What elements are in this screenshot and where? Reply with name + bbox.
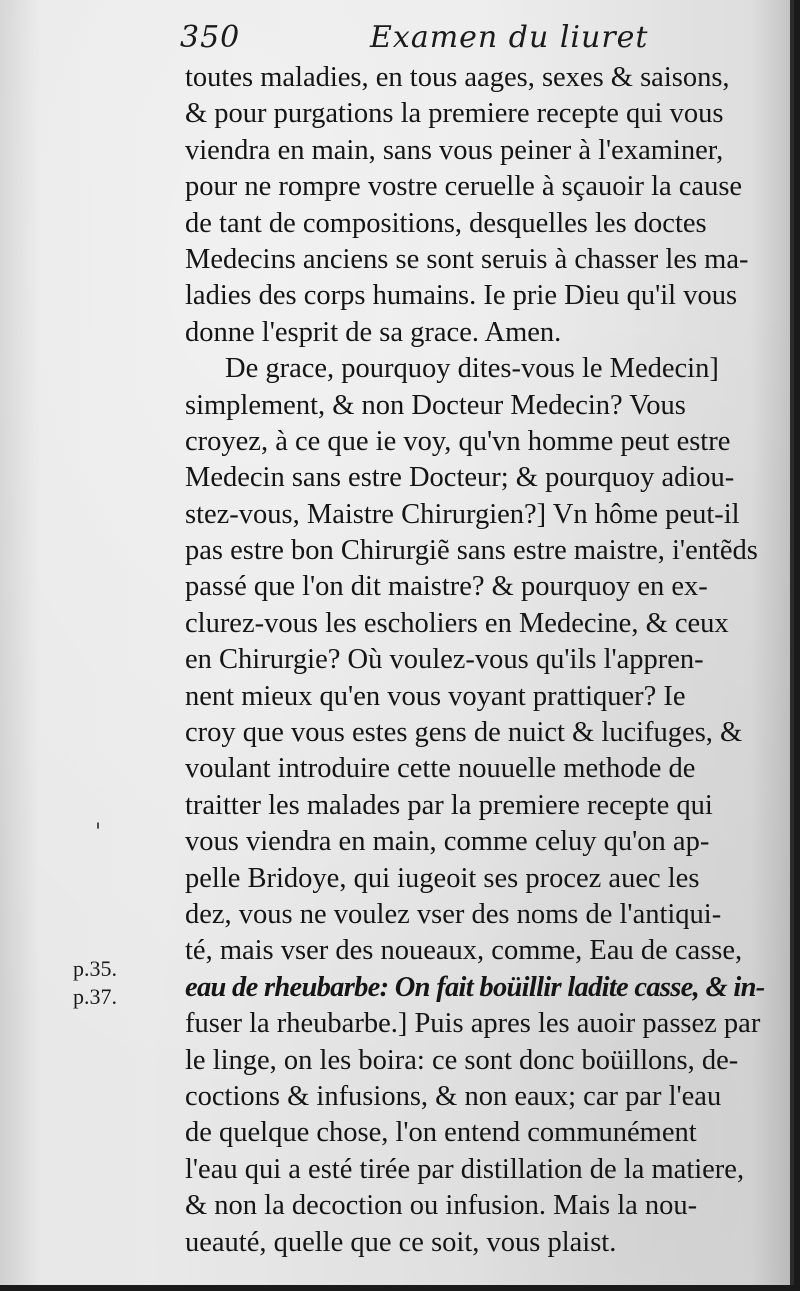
text-line: té, mais vser des noueaux, comme, Eau de casse,: [185, 935, 743, 967]
text-line: passé que l'on dit maistre? & pourquoy en ex-: [185, 571, 708, 603]
text-line: nent mieux qu'en vous voyant prattiquer? Ie: [185, 680, 686, 712]
margin-notes: [73, 955, 117, 1011]
margin-note: p.37.: [73, 984, 117, 1009]
ink-speck: ': [95, 820, 102, 845]
text-line: pas estre bon Chirurgiẽ sans estre maistre, i'entẽds: [185, 535, 758, 567]
running-head: Examen du liuret: [370, 20, 649, 55]
text-line: en Chirurgie? Où voulez-vous qu'ils l'appren-: [185, 644, 704, 676]
text-line: Medecins anciens se sont seruis à chasser les ma-: [185, 243, 749, 275]
text-line: pour ne rompre vostre ceruelle à sçauoir la cause: [185, 171, 743, 203]
text-line: vous viendra en main, comme celuy qu'on ap-: [185, 826, 710, 858]
text-line: voulant introduire cette nouuelle methode de: [185, 753, 696, 785]
page-number: 350: [180, 20, 241, 55]
text-line: croy que vous estes gens de nuict & lucifuges, &: [185, 717, 743, 749]
text-line: croyez, à ce que ie voy, qu'vn homme peut estre: [185, 425, 731, 457]
text-line: stez-vous, Maistre Chirurgien?] Vn hôme peut-il: [185, 498, 740, 530]
text-line: toutes maladies, en tous aages, sexes & saisons,: [185, 62, 730, 93]
text-line: coctions & infusions, & non eaux; car par l'eau: [185, 1080, 722, 1112]
text-line: de quelque chose, l'on entend communément: [185, 1117, 697, 1149]
text-line: ladies des corps humains. Ie prie Dieu qu'il vous: [185, 280, 738, 312]
text-line: clurez-vous les escholiers en Medecine, & ceux: [185, 607, 729, 639]
text-line: fuser la rheubarbe.] Puis apres les auoir passez par: [185, 1008, 761, 1040]
text-line: Medecin sans estre Docteur; & pourquoy adiou-: [185, 462, 735, 494]
text-line: donne l'esprit de sa grace. Amen.: [185, 316, 562, 348]
text-line: traitter les malades par la premiere recepte qui: [185, 789, 713, 821]
text-line: le linge, on les boira: ce sont donc boüillons, de-: [185, 1044, 739, 1076]
italic-quote-line: eau de rheubarbe: On fait boüillir ladite casse, & in-: [185, 971, 765, 1003]
text-line: & pour purgations la premiere recepte qui vous: [185, 98, 724, 130]
text-line: pelle Bridoye, qui iugeoit ses procez auec les: [185, 862, 700, 894]
body-text: [185, 60, 765, 1261]
text-line: l'eau qui a esté tirée par distillation de la matiere,: [185, 1153, 745, 1185]
text-line: & non la decoction ou infusion. Mais la nou-: [185, 1190, 698, 1222]
paragraph-start-line: De grace, pourquoy dites-vous le Medecin]: [225, 353, 719, 385]
text-line: viendra en main, sans vous peiner à l'examiner,: [185, 134, 724, 166]
margin-note: p.35.: [73, 956, 117, 981]
text-line: dez, vous ne voulez vser des noms de l'antiqui-: [185, 898, 722, 930]
text-line: ueauté, quelle que ce soit, vous plaist.: [185, 1226, 617, 1258]
text-line: de tant de compositions, desquelles les doctes: [185, 207, 707, 239]
text-line: simplement, & non Docteur Medecin? Vous: [185, 389, 686, 421]
page-header: [180, 20, 740, 60]
